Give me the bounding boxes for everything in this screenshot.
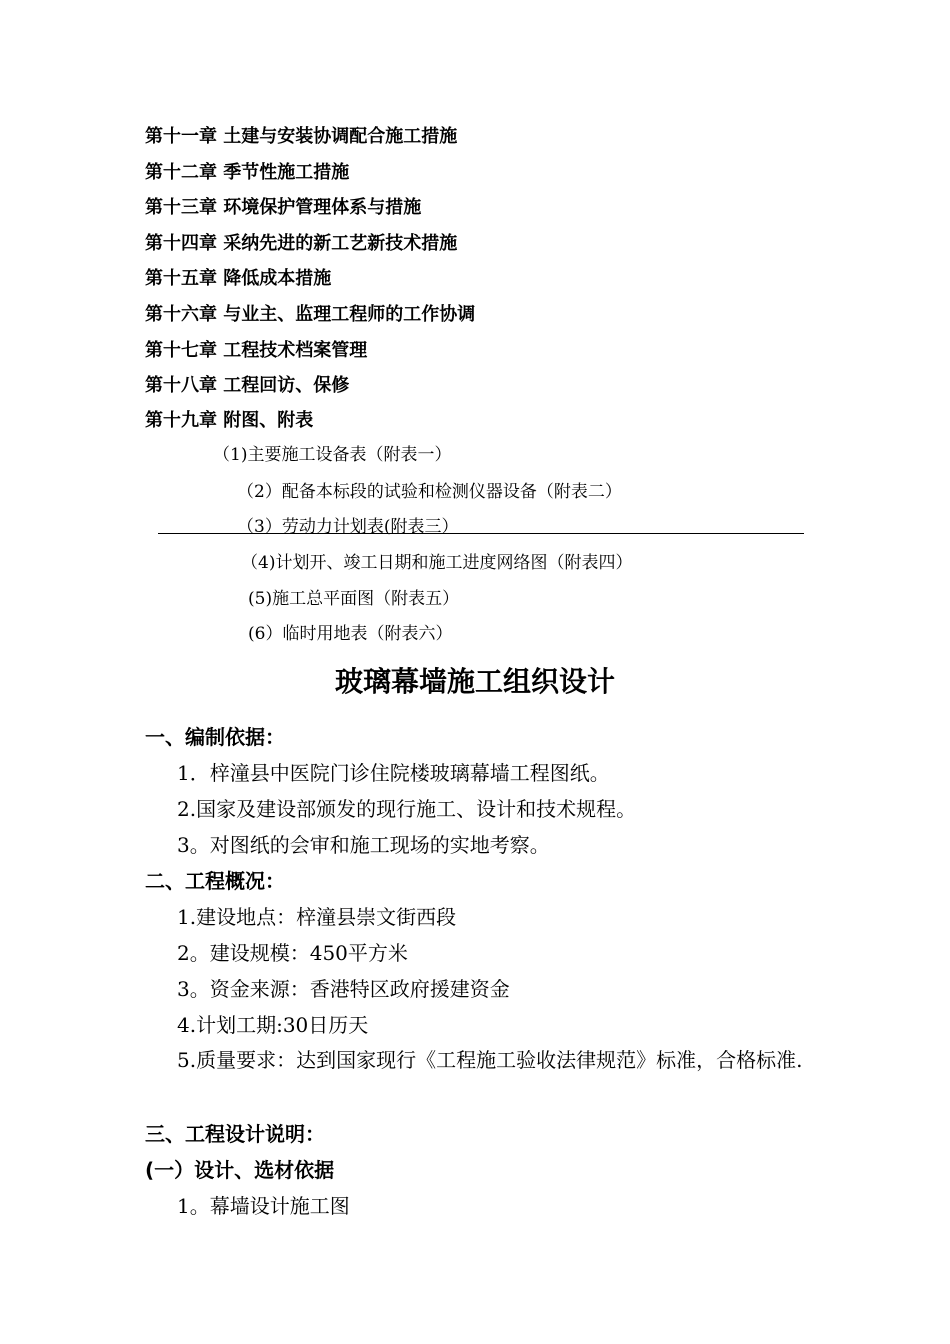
toc-chapter-16: 第十六章 与业主、监理工程师的工作协调 (145, 304, 476, 325)
toc-chapter-15: 第十五章 降低成本措施 (145, 268, 332, 289)
toc-chapter-18: 第十八章 工程回访、保修 (145, 375, 350, 396)
section-3-item-1: 1。幕墙设计施工图 (177, 1194, 350, 1218)
document-title: 玻璃幕墙施工组织设计 (334, 665, 615, 698)
section-1-item-2: 2.国家及建设部颁发的现行施工、设计和技术规程。 (177, 797, 637, 821)
toc-chapter-12: 第十二章 季节性施工措施 (145, 162, 350, 183)
toc-chapter-19: 第十九章 附图、附表 (145, 410, 314, 431)
section-1-item-3: 3。对图纸的会审和施工现场的实地考察。 (177, 833, 550, 857)
toc-chapter-11: 第十一章 土建与安装协调配合施工措施 (145, 126, 458, 147)
toc-chapter-13: 第十三章 环境保护管理体系与措施 (145, 197, 422, 218)
toc-chapter-14: 第十四章 采纳先进的新工艺新技术措施 (145, 233, 458, 254)
appendix-item-1: （1)主要施工设备表（附表一） (213, 445, 452, 465)
appendix-item-4: （4)计划开、竣工日期和施工进度网络图（附表四） (241, 553, 633, 573)
section-1-item-1: 1．梓潼县中医院门诊住院楼玻璃幕墙工程图纸。 (177, 761, 610, 785)
section-3-subheading: (一）设计、选材依据 (145, 1158, 335, 1182)
appendix-item-3: （3）劳动力计划表(附表三） (237, 517, 459, 537)
section-2-item-4: 4.计划工期:30日历天 (177, 1013, 369, 1037)
horizontal-rule (158, 533, 804, 534)
section-2-item-2: 2。建设规模：450平方米 (177, 941, 408, 965)
section-1-heading: 一、编制依据： (145, 725, 285, 749)
section-3-heading: 三、工程设计说明： (145, 1122, 325, 1146)
toc-chapter-17: 第十七章 工程技术档案管理 (145, 340, 368, 361)
appendix-item-5: (5)施工总平面图（附表五） (248, 589, 460, 609)
section-2-quality-paragraph: 5.质量要求：达到国家现行《工程施工验收法律规范》标准，合格标准. (177, 1048, 803, 1072)
appendix-item-6: (6）临时用地表（附表六） (248, 624, 453, 644)
section-2-item-3: 3。资金来源：香港特区政府援建资金 (177, 977, 510, 1001)
section-2-item-1: 1.建设地点：梓潼县崇文街西段 (177, 905, 457, 929)
section-2-heading: 二、工程概况： (145, 869, 285, 893)
appendix-item-2: （2）配备本标段的试验和检测仪器设备（附表二） (237, 482, 622, 502)
